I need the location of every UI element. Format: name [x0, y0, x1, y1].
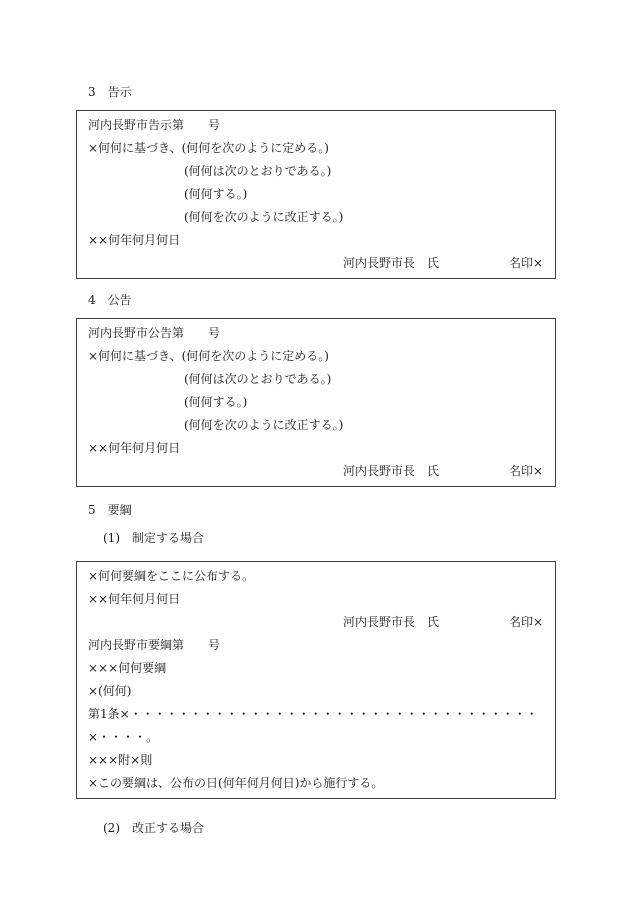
article-1-continued-line: ×・・・・。 — [88, 730, 159, 744]
guideline-signature-line — [88, 611, 543, 634]
supplementary-provision-heading: ×××附×則 — [88, 753, 153, 767]
notice-basis-line: ×何何に基づき、(何何を次のように定める。) — [88, 141, 329, 155]
case-1-heading: (1) 制定する場合 — [103, 531, 204, 545]
announcement-date-line: ××何年何月何日 — [88, 441, 181, 455]
announcement-alternative-line: (何何する。) — [184, 395, 248, 409]
notice-alternative-line: (何何する。) — [184, 187, 248, 201]
guideline-number-line: 河内長野市要綱第 号 — [88, 638, 221, 652]
notice-signature-line — [88, 252, 543, 275]
signer-name: 河内長野市長 氏 — [343, 615, 440, 629]
seal-mark: 名印× — [508, 256, 543, 270]
guideline-promulgation-line: ×何何要綱をここに公布する。 — [88, 569, 255, 583]
article-caption-line: ×(何何) — [88, 684, 132, 698]
seal-mark: 名印× — [508, 615, 543, 629]
announcement-alternative-line: (何何を次のように改正する。) — [184, 418, 344, 432]
signer-name: 河内長野市長 氏 — [343, 256, 440, 270]
signer-name: 河内長野市長 氏 — [343, 464, 440, 478]
announcement-signature-line — [88, 460, 543, 483]
seal-mark: 名印× — [508, 464, 543, 478]
guideline-title-line: ×××何何要綱 — [88, 661, 167, 675]
case-2-heading: (2) 改正する場合 — [103, 821, 204, 835]
notice-alternative-line: (何何を次のように改正する。) — [184, 210, 344, 224]
announcement-template-box — [76, 318, 556, 487]
announcement-number-line: 河内長野市公告第 号 — [88, 326, 221, 340]
notice-number-line: 河内長野市告示第 号 — [88, 118, 221, 132]
section-5-heading: 5 要綱 — [88, 503, 132, 517]
section-3-heading: 3 告示 — [88, 85, 132, 99]
article-1-line: 第1条×・・・・・・・・・・・・・・・・・・・・・・・・・・・・・・・・・・ — [88, 707, 538, 721]
guideline-date-line: ××何年何月何日 — [88, 592, 181, 606]
announcement-alternative-line: (何何は次のとおりである。) — [184, 372, 332, 386]
notice-date-line: ××何年何月何日 — [88, 233, 181, 247]
notice-template-box — [76, 110, 556, 279]
notice-alternative-line: (何何は次のとおりである。) — [184, 164, 332, 178]
supplementary-provision-text: ×この要綱は、公布の日(何年何月何日)から施行する。 — [88, 776, 384, 790]
announcement-basis-line: ×何何に基づき、(何何を次のように定める。) — [88, 349, 329, 363]
section-4-heading: 4 公告 — [88, 293, 132, 307]
guideline-template-box — [76, 561, 556, 799]
